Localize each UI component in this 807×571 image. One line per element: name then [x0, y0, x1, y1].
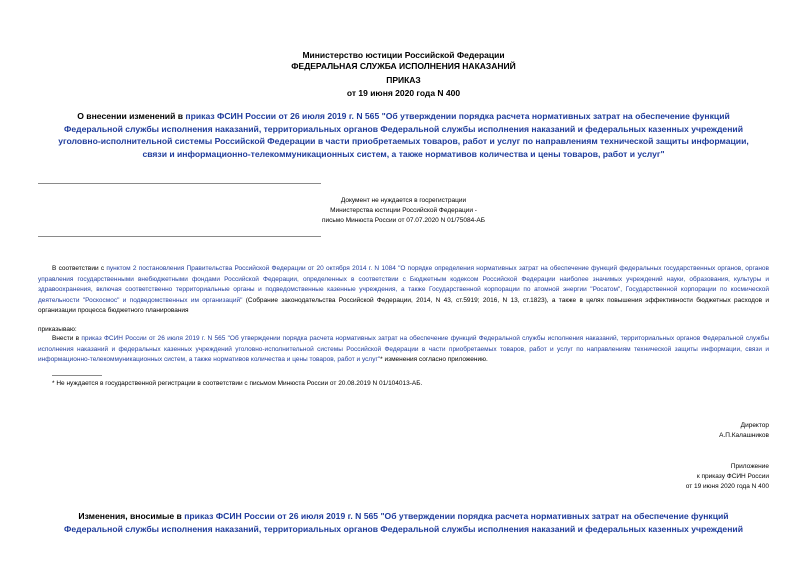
order-text-start: Внести в: [52, 335, 82, 342]
changes-title-prefix: Изменения, вносимые в: [78, 511, 185, 521]
decree-link[interactable]: пунктом 2 постановления Правительства Российской Федерации от 20 октября 2014 г. N 1084 "О порядке определения нормативных затрат на обеспечение функций федеральных государственных органов, органов управления государственными внебюджетными фондами Российской Федерации, определенных в соответствии с Бюджетным кодексом Российской Федерации наиболее значимых учреждений науки, образования, культуры и здравоохранения, включая соответственно территориальные органы и подведомственные казенные учреждения, а также Государственной корпорации по атомной энергии "Росатом", Государственной корпорации по космической деятельности "Роскосмос" и подведомственных им организаций": [38, 265, 769, 304]
appendix-date: от 19 июня 2020 года N 400: [685, 483, 769, 490]
order-paragraph: [38, 334, 769, 366]
order-text-end: * изменения согласно приложению.: [380, 356, 488, 364]
registration-note-line2: Министерства юстиции Российской Федерации -: [330, 207, 477, 214]
registration-note-line3: письмо Минюста России от 07.07.2020 N 01/75084-АБ: [322, 217, 485, 224]
doc-date-number: от 19 июня 2020 года N 400: [346, 88, 461, 98]
ministry-name: Министерство юстиции Российской Федерации: [302, 50, 505, 60]
appendix-label: Приложение: [730, 463, 769, 470]
changes-title-link[interactable]: приказ ФСИН России от 26 июля 2019 г. N 565 "Об утверждении порядка расчета нормативных затрат на обеспечение функций Федеральной службы исполнения наказаний, территориальных органов Федеральной службы исполнения наказаний и федеральных казенных учреждений: [64, 511, 743, 534]
registration-note-line1: Документ не нуждается в госрегистрации: [340, 197, 467, 204]
separator-line: [38, 236, 321, 237]
footnote: * Не нуждается в государственной регистрации в соответствии с письмом Минюста России от 20.08.2019 N 01/104013-АБ.: [52, 380, 423, 387]
title-link[interactable]: приказ ФСИН России от 26 июля 2019 г. N 565 "Об утверждении порядка расчета нормативных затрат на обеспечение функций Федеральной службы исполнения наказаний, территориальных органов Федеральной службы исполнения наказаний и федеральных казенных учреждений уголовно-исполнительной системы Российской Федерации в части приобретаемых товаров, работ и услуг по направлениям технической защиты информации, связи и информационно-телекоммуникационных систем, а также нормативов количества и цены товаров, работ и услуг": [58, 111, 749, 159]
preamble-text-start: В соответствии с: [52, 265, 107, 272]
order-word: приказываю:: [38, 326, 77, 333]
appendix-ref: к приказу ФСИН России: [696, 473, 769, 480]
service-name: ФЕДЕРАЛЬНАЯ СЛУЖБА ИСПОЛНЕНИЯ НАКАЗАНИЙ: [291, 61, 516, 71]
title-prefix: О внесении изменений в: [77, 111, 186, 121]
preamble-text-end: (Собрание законодательства Российской Федерации, 2014, N 43, ст.5919; 2016, N 13, ст.1823), а также в целях повышения эффективности бюджетных расходов и организации процесса бюджетного планирования: [38, 296, 769, 315]
changes-title: [58, 510, 749, 535]
doc-type: ПРИКАЗ: [386, 75, 421, 85]
signature-position: Директор: [740, 422, 769, 429]
signature-name: А.П.Калашников: [719, 432, 769, 439]
separator-line: [38, 183, 321, 184]
preamble-paragraph: [38, 264, 769, 317]
order-565-link[interactable]: приказ ФСИН России от 26 июля 2019 г. N 565 "Об утверждении порядка расчета нормативных затрат на обеспечение функций Федеральной службы исполнения наказаний, территориальных органов Федеральной службы исполнения наказаний и федеральных казенных учреждений уголовно-исполнительной системы Российской Федерации в части приобретаемых товаров, работ и услуг по направлениям технической защиты информации, связи и информационно-телекоммуникационных систем, а также нормативов количества и цены товаров, работ и услуг": [38, 335, 769, 364]
document-title: [58, 110, 749, 160]
footnote-separator: [52, 375, 102, 376]
